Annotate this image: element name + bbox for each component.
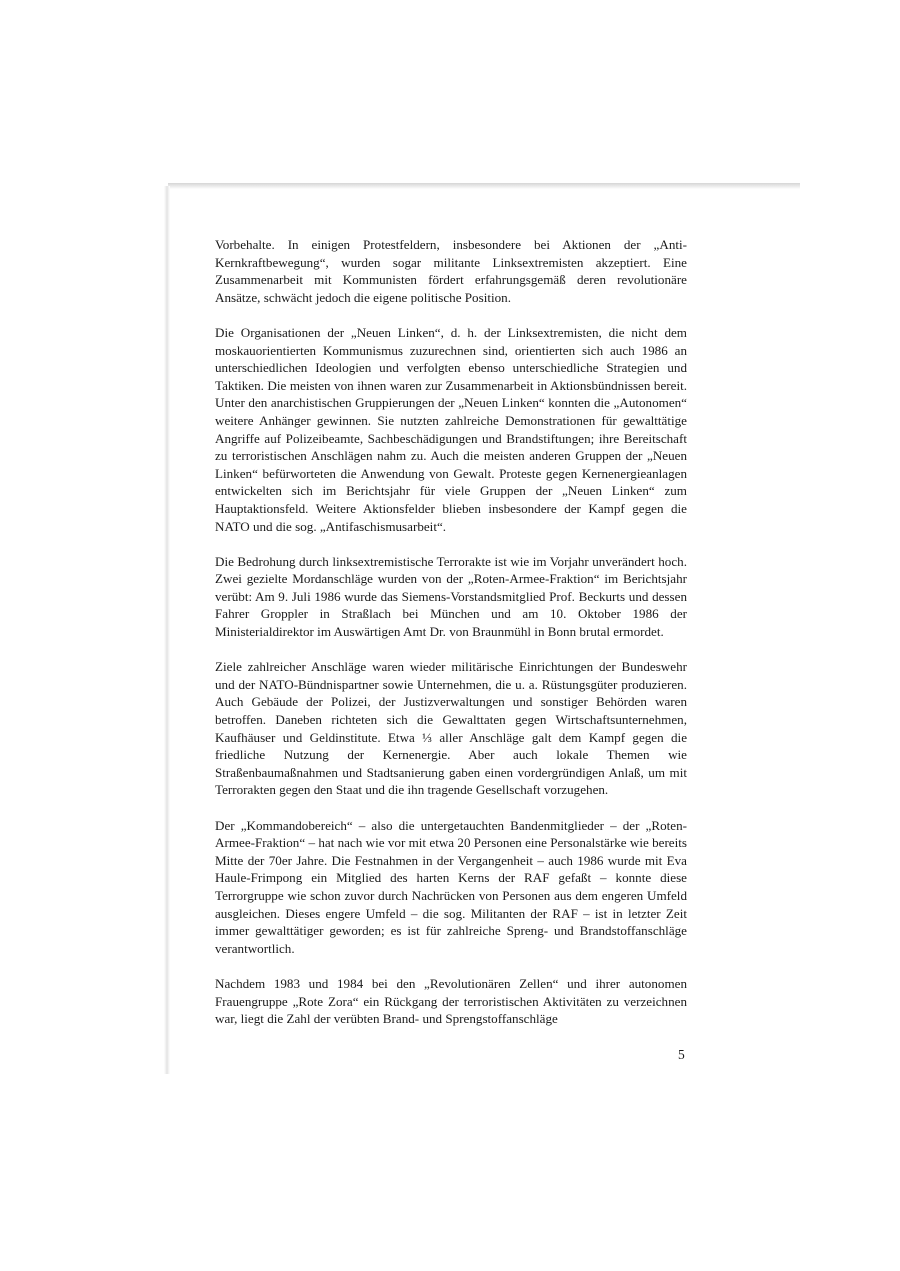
paragraph-2: Die Organisationen der „Neuen Linken“, d. h. der Linksextremisten, die nicht dem moskauorientierten Kommunismus zuzurechnen sind, orientierten sich auch 1986 an unterschiedlichen Ideologien und verfolgten ebenso unterschiedliche Strategien und Taktiken. Die meisten von ihnen waren zur Zusammenarbeit in Aktionsbündnissen bereit. Unter den anarchistischen Gruppierungen der „Neuen Linken“ konnten die „Autonomen“ weitere Anhänger gewinnen. Sie nutzten zahlreiche Demonstrationen für gewalttätige Angriffe auf Polizeibeamte, Sachbeschädigungen und Brandstiftungen; ihre Bereitschaft zu terroristischen Anschlägen nahm zu. Auch die meisten anderen Gruppen der „Neuen Linken“ befürworteten die Anwendung von Gewalt. Proteste gegen Kernenergieanlagen entwickelten sich im Berichtsjahr für viele Gruppen der „Neuen Linken“ zum Hauptaktionsfeld. Weitere Aktionsfelder blieben insbesondere der Kampf gegen die NATO und die sog. „Antifaschismusarbeit“. bbox=[215, 324, 687, 534]
paragraph-1: Vorbehalte. In einigen Protestfeldern, insbesondere bei Aktionen der „Anti-Kernkraftbewegung“, wurden sogar militante Linksextremisten akzeptiert. Eine Zusammenarbeit mit Kommunisten fördert erfahrungsgemäß deren revolutionäre Ansätze, schwächt jedoch die eigene politische Position. bbox=[215, 237, 687, 305]
scan-shadow-top bbox=[168, 183, 800, 189]
paragraph-4: Ziele zahlreicher Anschläge waren wieder militärische Einrichtungen der Bundeswehr und der NATO-Bündnispartner sowie Unternehmen, die u. a. Rüstungsgüter produzieren. Auch Gebäude der Polizei, der Justizverwaltungen und sonstiger Behörden waren betroffen. Daneben richteten sich die Gewalttaten gegen Wirtschaftsunternehmen, Kaufhäuser und Geldinstitute. Etwa ⅓ aller Anschläge galt dem Kampf gegen die friedliche Nutzung der Kernenergie. Aber auch lokale Themen wie Straßenbaumaßnahmen und Stadtsanierung gaben einen vordergründigen Anlaß, um mit Terrorakten gegen den Staat und die ihn tragende Gesellschaft vorzugehen. bbox=[215, 659, 687, 798]
scan-shadow-left bbox=[164, 186, 170, 1074]
paragraph-6: Nachdem 1983 und 1984 bei den „Revolutionären Zellen“ und ihrer autonomen Frauengruppe „Rote Zora“ ein Rückgang der terroristischen Aktivitäten zu verzeichnen war, liegt die Zahl der verübten Brand- und Sprengstoffanschläge bbox=[215, 975, 687, 1027]
paragraph-5: Der „Kommandobereich“ – also die untergetauchten Bandenmitglieder – der „Roten-Armee-Fraktion“ – hat nach wie vor mit etwa 20 Personen eine Personalstärke wie bereits Mitte der 70er Jahre. Die Festnahmen in der Vergangenheit – auch 1986 wurde mit Eva Haule-Frimpong ein Mitglied des harten Kerns der RAF gefaßt – konnte diese Terrorgruppe wie schon zuvor durch Nachrücken von Personen aus dem engeren Umfeld ausgleichen. Dieses engere Umfeld – die sog. Militanten der RAF – ist in letzter Zeit immer gewalttätiger geworden; es ist für zahlreiche Spreng- und Brandstoffanschläge verantwortlich. bbox=[215, 817, 687, 956]
page-number: 5 bbox=[678, 1047, 685, 1062]
body-text bbox=[215, 236, 687, 1045]
paragraph-3: Die Bedrohung durch linksextremistische Terrorakte ist wie im Vorjahr unverändert hoch. Zwei gezielte Mordanschläge wurden von der „Roten-Armee-Fraktion“ im Berichtsjahr verübt: Am 9. Juli 1986 wurde das Siemens-Vorstandsmitglied Prof. Beckurts und dessen Fahrer Groppler in Straßlach bei München und am 10. Oktober 1986 der Ministerialdirektor im Auswärtigen Amt Dr. von Braunmühl in Bonn brutal ermordet. bbox=[215, 553, 687, 640]
